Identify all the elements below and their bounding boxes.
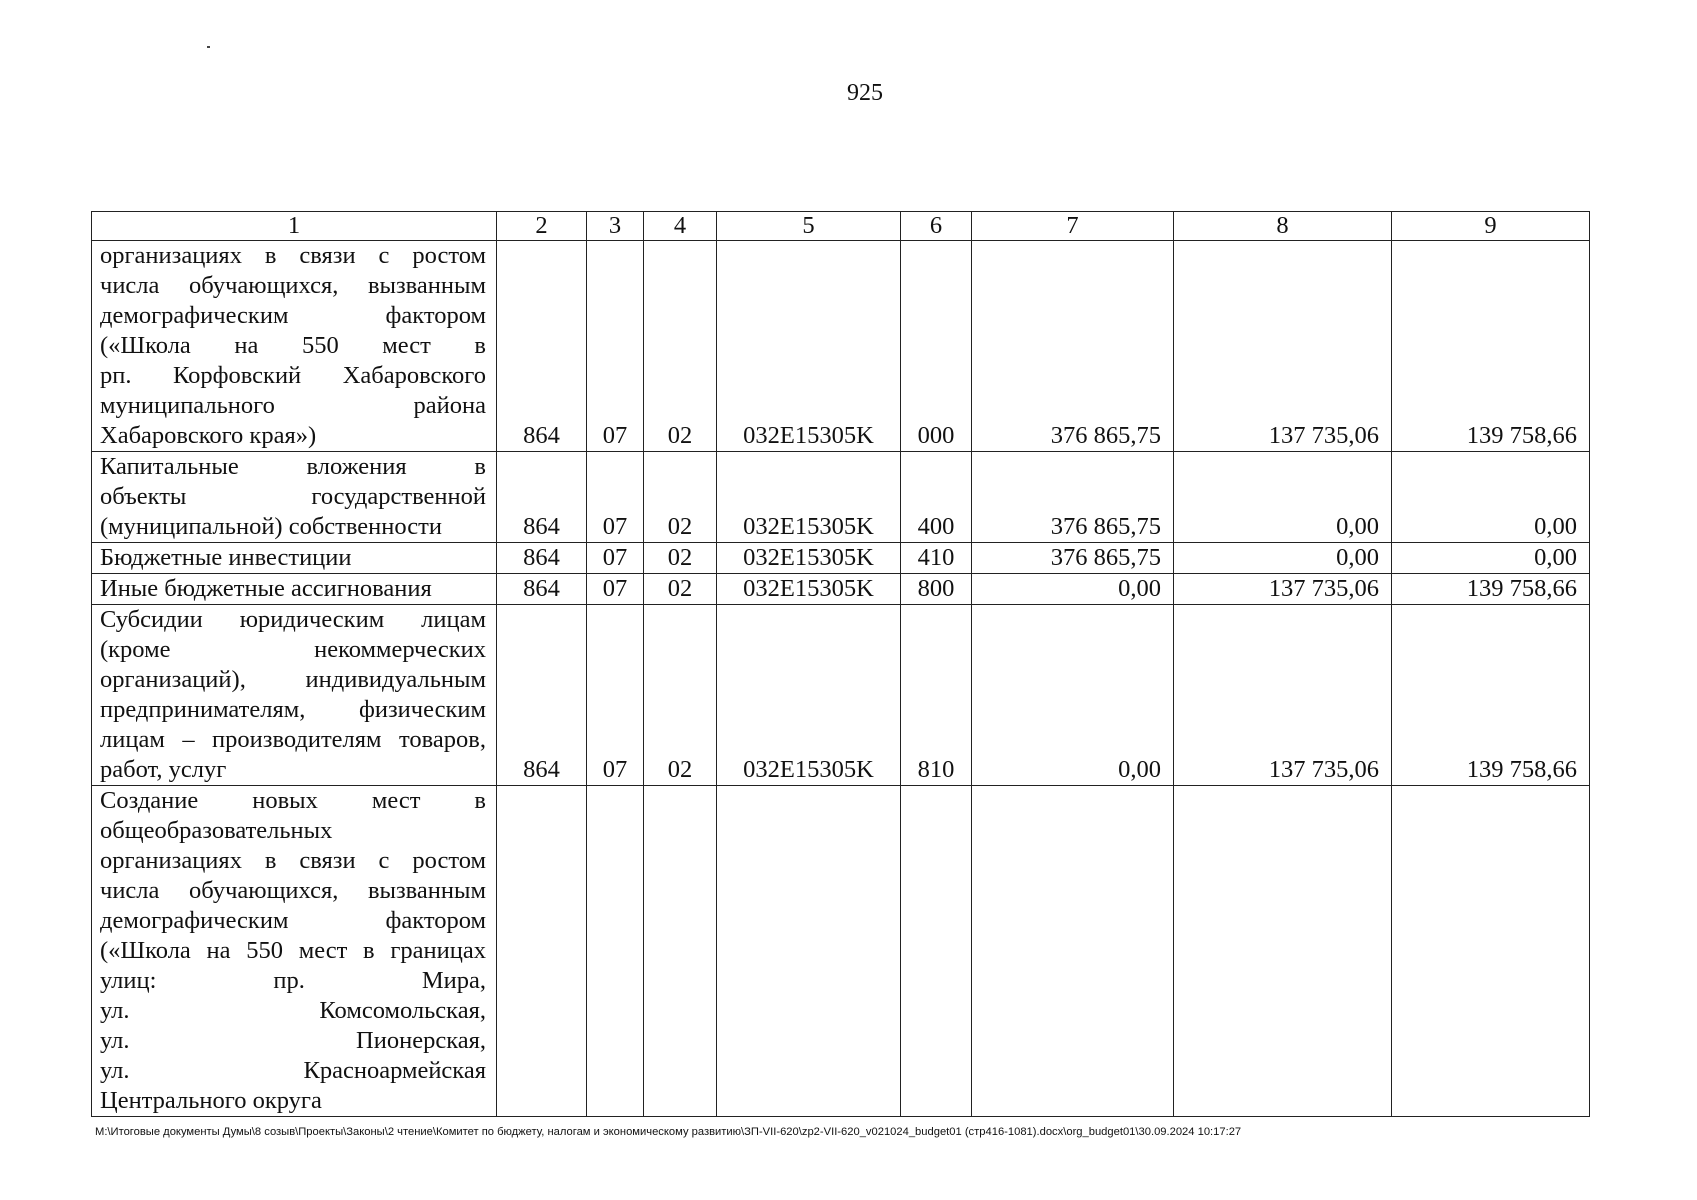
cell-section: 07: [587, 543, 644, 574]
scan-speck: [207, 46, 210, 48]
table-row: [92, 241, 1590, 452]
description-line: Бюджетные инвестиции: [100, 544, 352, 571]
cell-amount-col8: 137 735,06: [1174, 241, 1392, 452]
cell-description: [92, 241, 497, 452]
cell-amount-col8: 137 735,06: [1174, 605, 1392, 786]
cell-expense-type: 410: [901, 543, 972, 574]
cell-expense-type: [901, 786, 972, 1117]
description-line: («Школа на 550 мест в: [100, 332, 486, 359]
description-line: демографическим фактором: [100, 907, 486, 934]
cell-amount-col8: 137 735,06: [1174, 574, 1392, 605]
header-cell-8: 8: [1174, 212, 1392, 241]
cell-amount-col7: 376 865,75: [972, 241, 1174, 452]
cell-expense-type: 400: [901, 452, 972, 543]
cell-ministry-code: 864: [497, 605, 587, 786]
description-line: (кроме некоммерческих: [100, 636, 486, 663]
cell-ministry-code: 864: [497, 574, 587, 605]
description-line: ул. Комсомольская,: [100, 997, 486, 1024]
description-line: числа обучающихся, вызванным: [100, 877, 486, 904]
table-row: [92, 452, 1590, 543]
description-line: ул. Красноармейская: [100, 1057, 486, 1084]
description-line: («Школа на 550 мест в границах: [100, 937, 486, 964]
cell-description: [92, 574, 497, 605]
description-line: организаций), индивидуальным: [100, 666, 486, 693]
cell-amount-col9: 0,00: [1392, 452, 1590, 543]
budget-table: [91, 211, 1590, 1117]
header-cell-3: 3: [587, 212, 644, 241]
table-row: [92, 786, 1590, 1117]
cell-amount-col8: 0,00: [1174, 543, 1392, 574]
cell-amount-col9: 139 758,66: [1392, 605, 1590, 786]
cell-target-article: 032E15305K: [717, 452, 901, 543]
cell-ministry-code: 864: [497, 241, 587, 452]
cell-ministry-code: [497, 786, 587, 1117]
description-line: Центрального округа: [100, 1087, 322, 1114]
cell-description: [92, 452, 497, 543]
cell-description: [92, 543, 497, 574]
cell-subsection: 02: [644, 574, 717, 605]
page-number: 925: [847, 80, 883, 106]
header-cell-9: 9: [1392, 212, 1590, 241]
description-line: организациях в связи с ростом: [100, 242, 486, 269]
cell-section: 07: [587, 241, 644, 452]
header-cell-5: 5: [717, 212, 901, 241]
document-path-footer: M:\Итоговые документы Думы\8 созыв\Проекты\Законы\2 чтение\Комитет по бюджету, налогам и экономическому развитию\ЗП-VII-620\zp2-VII-620_v021024_budget01 (стр416-1081).docx\org_budget01\30.09.2024 10:17:27: [95, 1126, 1242, 1138]
description-line: общеобразовательных: [100, 817, 333, 844]
description-line: организациях в связи с ростом: [100, 847, 486, 874]
cell-expense-type: 000: [901, 241, 972, 452]
cell-section: 07: [587, 574, 644, 605]
description-line: Хабаровского края»): [100, 422, 317, 449]
cell-subsection: 02: [644, 241, 717, 452]
header-row: [92, 212, 1590, 241]
description-line: Создание новых мест в: [100, 787, 486, 814]
cell-description: [92, 786, 497, 1117]
description-line: ул. Пионерская,: [100, 1027, 486, 1054]
cell-amount-col7: 376 865,75: [972, 543, 1174, 574]
cell-amount-col9: [1392, 786, 1590, 1117]
description-line: демографическим фактором: [100, 302, 486, 329]
cell-amount-col9: 0,00: [1392, 543, 1590, 574]
table-row: [92, 605, 1590, 786]
cell-ministry-code: 864: [497, 452, 587, 543]
cell-section: 07: [587, 605, 644, 786]
cell-subsection: 02: [644, 605, 717, 786]
cell-amount-col9: 139 758,66: [1392, 241, 1590, 452]
table-row: [92, 574, 1590, 605]
cell-target-article: 032E15305K: [717, 574, 901, 605]
cell-amount-col8: [1174, 786, 1392, 1117]
header-cell-4: 4: [644, 212, 717, 241]
cell-section: 07: [587, 452, 644, 543]
cell-expense-type: 800: [901, 574, 972, 605]
table-body: [92, 212, 1590, 1117]
description-line: объекты государственной: [100, 483, 486, 510]
cell-ministry-code: 864: [497, 543, 587, 574]
description-line: Субсидии юридическим лицам: [100, 606, 486, 633]
description-line: предпринимателям, физическим: [100, 696, 486, 723]
header-cell-6: 6: [901, 212, 972, 241]
cell-section: [587, 786, 644, 1117]
description-line: числа обучающихся, вызванным: [100, 272, 486, 299]
cell-amount-col7: 0,00: [972, 605, 1174, 786]
cell-amount-col7: [972, 786, 1174, 1117]
description-line: работ, услуг: [100, 756, 227, 783]
cell-subsection: 02: [644, 543, 717, 574]
cell-subsection: [644, 786, 717, 1117]
cell-target-article: 032E15305K: [717, 543, 901, 574]
cell-target-article: 032E15305K: [717, 605, 901, 786]
description-line: Иные бюджетные ассигнования: [100, 575, 432, 602]
header-cell-2: 2: [497, 212, 587, 241]
header-cell-7: 7: [972, 212, 1174, 241]
cell-target-article: 032E15305K: [717, 241, 901, 452]
description-line: (муниципальной) собственности: [100, 513, 442, 540]
cell-amount-col9: 139 758,66: [1392, 574, 1590, 605]
cell-amount-col8: 0,00: [1174, 452, 1392, 543]
cell-amount-col7: 376 865,75: [972, 452, 1174, 543]
description-line: муниципального района: [100, 392, 486, 419]
cell-expense-type: 810: [901, 605, 972, 786]
cell-target-article: [717, 786, 901, 1117]
cell-amount-col7: 0,00: [972, 574, 1174, 605]
cell-description: [92, 605, 497, 786]
table-row: [92, 543, 1590, 574]
description-line: Капитальные вложения в: [100, 453, 486, 480]
description-line: лицам – производителям товаров,: [100, 726, 486, 753]
header-cell-1: 1: [92, 212, 497, 241]
description-line: улиц: пр. Мира,: [100, 967, 486, 994]
cell-subsection: 02: [644, 452, 717, 543]
description-line: рп. Корфовский Хабаровского: [100, 362, 486, 389]
